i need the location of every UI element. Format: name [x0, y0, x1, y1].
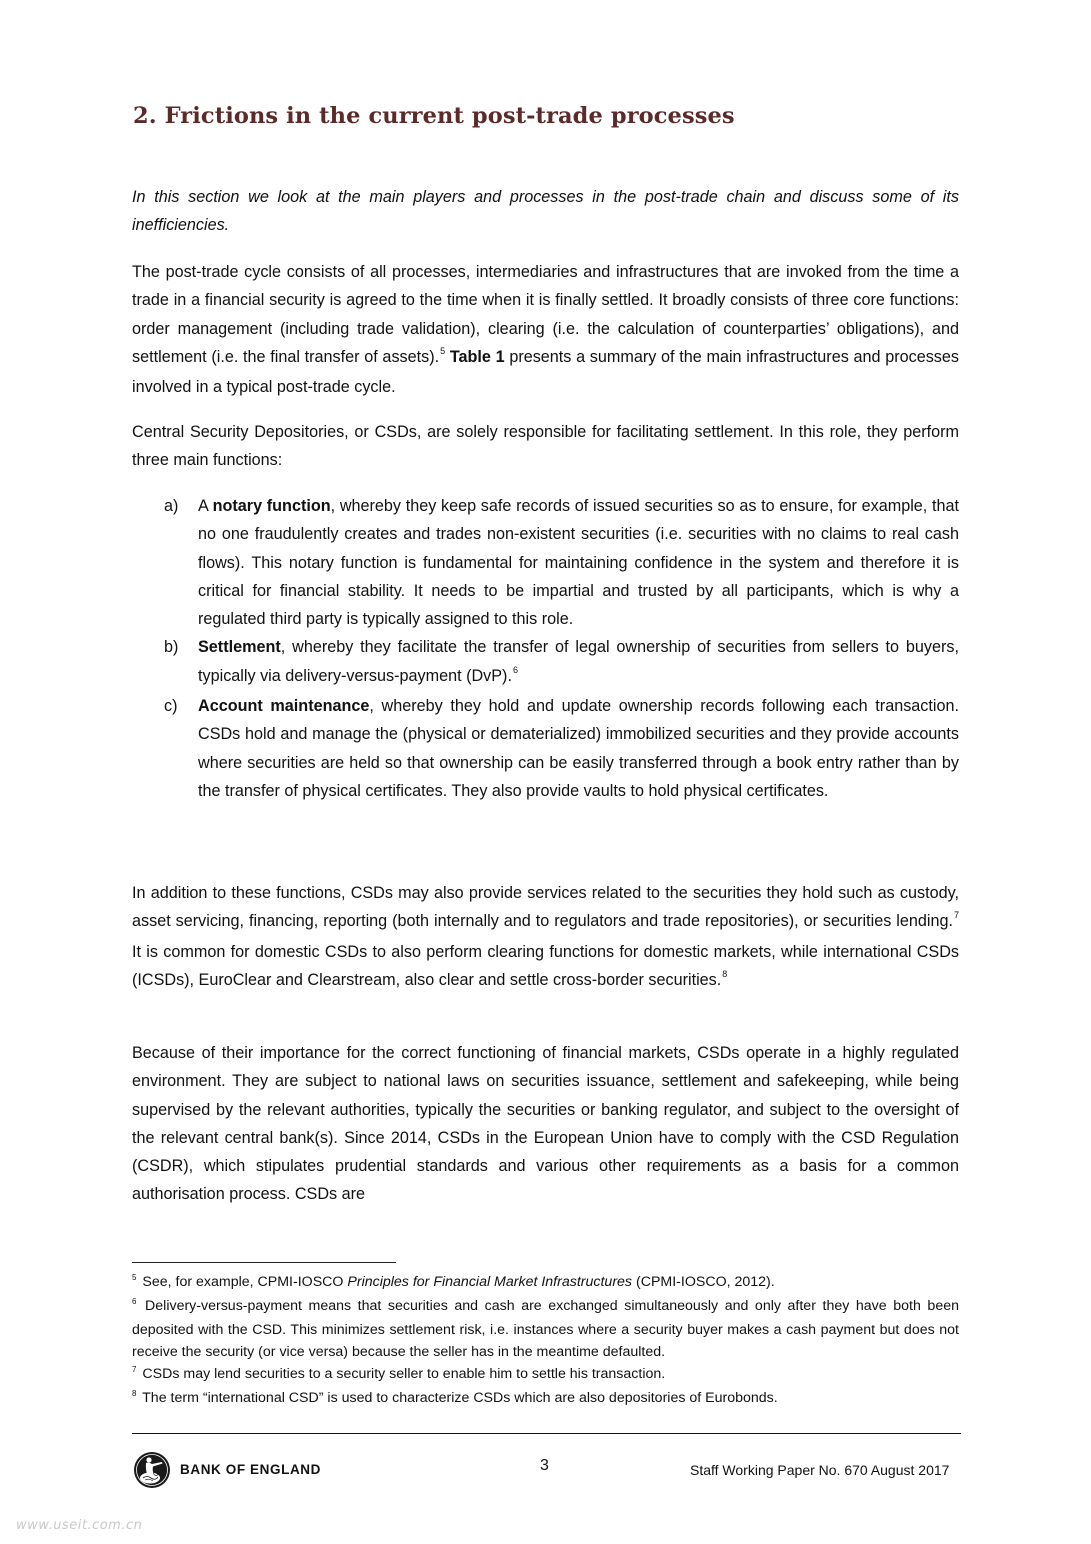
table-reference[interactable]: Table 1 — [449, 347, 505, 366]
bank-of-england-britannia-seal-icon — [133, 1451, 171, 1489]
watermark: www.useit.com.cn — [16, 1518, 143, 1533]
footnote-number: 8 — [132, 1389, 137, 1398]
paragraph-text: It is common for domestic CSDs to also perform clearing functions for domestic markets, while international CSDs (ICSDs), EuroClear and Clearstream, also clear and settle cross-border securities. — [132, 942, 959, 989]
footnote-5 — [132, 1271, 959, 1295]
footnote-7 — [132, 1363, 959, 1387]
footnotes — [132, 1271, 959, 1411]
footnote-citation-title: Principles for Financial Market Infrastructures — [347, 1274, 633, 1290]
footnote-text: See, for example, CPMI-IOSCO — [138, 1274, 348, 1290]
list-marker: a) — [164, 497, 179, 515]
section-intro: In this section we look at the main players and processes in the post-trade chain and discuss some of its inefficiencies. — [132, 188, 959, 235]
paragraph-post-trade-cycle — [132, 258, 959, 401]
list-item-account-maintenance — [164, 692, 959, 805]
list-term: Settlement — [198, 638, 281, 657]
footnote-text: The term “international CSD” is used to characterize CSDs which are also depositories of Eurobonds. — [138, 1390, 778, 1406]
page-number: 3 — [540, 1457, 549, 1474]
list-text: , whereby they facilitate the transfer of legal ownership of securities from sellers to buyers, typically via delivery-versus-payment (DvP). — [198, 638, 959, 685]
paper-identifier: Staff Working Paper No. 670 August 2017 — [690, 1462, 950, 1478]
list-text: , whereby they keep safe records of issued securities so as to ensure, for example, that no one fraudulently creates and trades non-existent securities (i.e. securities with no claims to real cash flows). This notary function is fundamental for maintaining confidence in the system and therefore it is critical for financial stability. It needs to be impartial and trusted by all participants, which is why a regulated third party is typically assigned to this role. — [198, 497, 959, 629]
paragraph-text: In addition to these functions, CSDs may also provide services related to the securities they hold such as custody, asset servicing, financing, reporting (both internally and to regulators and trade repositories), or securities lending. — [132, 884, 959, 931]
list-prefix: A — [198, 497, 213, 515]
footnote-text: Delivery-versus-payment means that securities and cash are exchanged simultaneously and only after they have both been deposited with the CSD. This minimizes settlement risk, i.e. instances where a security buyer makes a cash payment but does not receive the security (or vice versa) because the seller has in the meantime defaulted. — [132, 1298, 959, 1360]
footnote-ref-8[interactable]: 8 — [722, 968, 728, 979]
paragraph-text: presents a summary of the main infrastructures and processes involved in a typical post-trade cycle. — [132, 347, 959, 397]
list-marker: c) — [164, 697, 178, 716]
list-term: Account maintenance — [198, 697, 370, 716]
list-marker: b) — [164, 638, 179, 657]
list-item-settlement — [164, 633, 959, 692]
csd-functions-list — [164, 492, 959, 805]
list-text: , whereby they hold and update ownership records following each transaction. CSDs hold and manage the (physical or dematerialized) immobilized securities and they provide accounts where securities are held so that ownership can be easily transferred through a book entry rather than by the transfer of physical certificates. They also provide vaults to hold physical certificates. — [198, 697, 959, 800]
footnote-ref-5[interactable]: 5 — [440, 345, 446, 356]
paragraph-additional-services — [132, 879, 959, 996]
footnote-number: 5 — [132, 1273, 137, 1282]
list-item-notary — [164, 492, 959, 633]
footnote-text: (CPMI-IOSCO, 2012). — [632, 1274, 775, 1290]
footer-separator — [132, 1433, 961, 1434]
footnote-number: 7 — [132, 1365, 137, 1374]
footnote-8 — [132, 1387, 959, 1411]
paragraph-regulation: Because of their importance for the correct functioning of financial markets, CSDs operate in a highly regulated environment. They are subject to national laws on securities issuance, settlement and safekeeping, while being supervised by the relevant authorities, typically the securities or banking regulator, and subject to the oversight of the relevant central bank(s). Since 2014, CSDs in the European Union have to comply with the CSD Regulation (CSDR), which stipulates prudential standards and various other requirements as a basis for a common authorisation process. CSDs are — [132, 1044, 959, 1204]
footnote-number: 6 — [132, 1297, 137, 1306]
section-heading: 2. Frictions in the current post-trade processes — [133, 103, 735, 129]
footnote-6 — [132, 1295, 959, 1363]
footnote-ref-6[interactable]: 6 — [512, 664, 518, 675]
footnote-separator — [132, 1262, 396, 1263]
paragraph-text: The post-trade cycle consists of all processes, intermediaries and infrastructures that are invoked from the time a trade in a financial security is agreed to the time when it is finally settled. It broadly consists of three core functions: order management (including trade validation), clearing (i.e. the calculation of counterparties’ obligations), and settlement (i.e. the final transfer of assets). — [132, 263, 959, 366]
organisation-name: BANK OF ENGLAND — [180, 1462, 321, 1477]
footnote-ref-7[interactable]: 7 — [953, 910, 959, 921]
paragraph-csd-intro: Central Security Depositories, or CSDs, are solely responsible for facilitating settlement. In this role, they perform three main functions: — [132, 423, 959, 470]
list-term: notary function — [212, 497, 331, 515]
footnote-text: CSDs may lend securities to a security seller to enable him to settle his transaction. — [138, 1366, 666, 1382]
